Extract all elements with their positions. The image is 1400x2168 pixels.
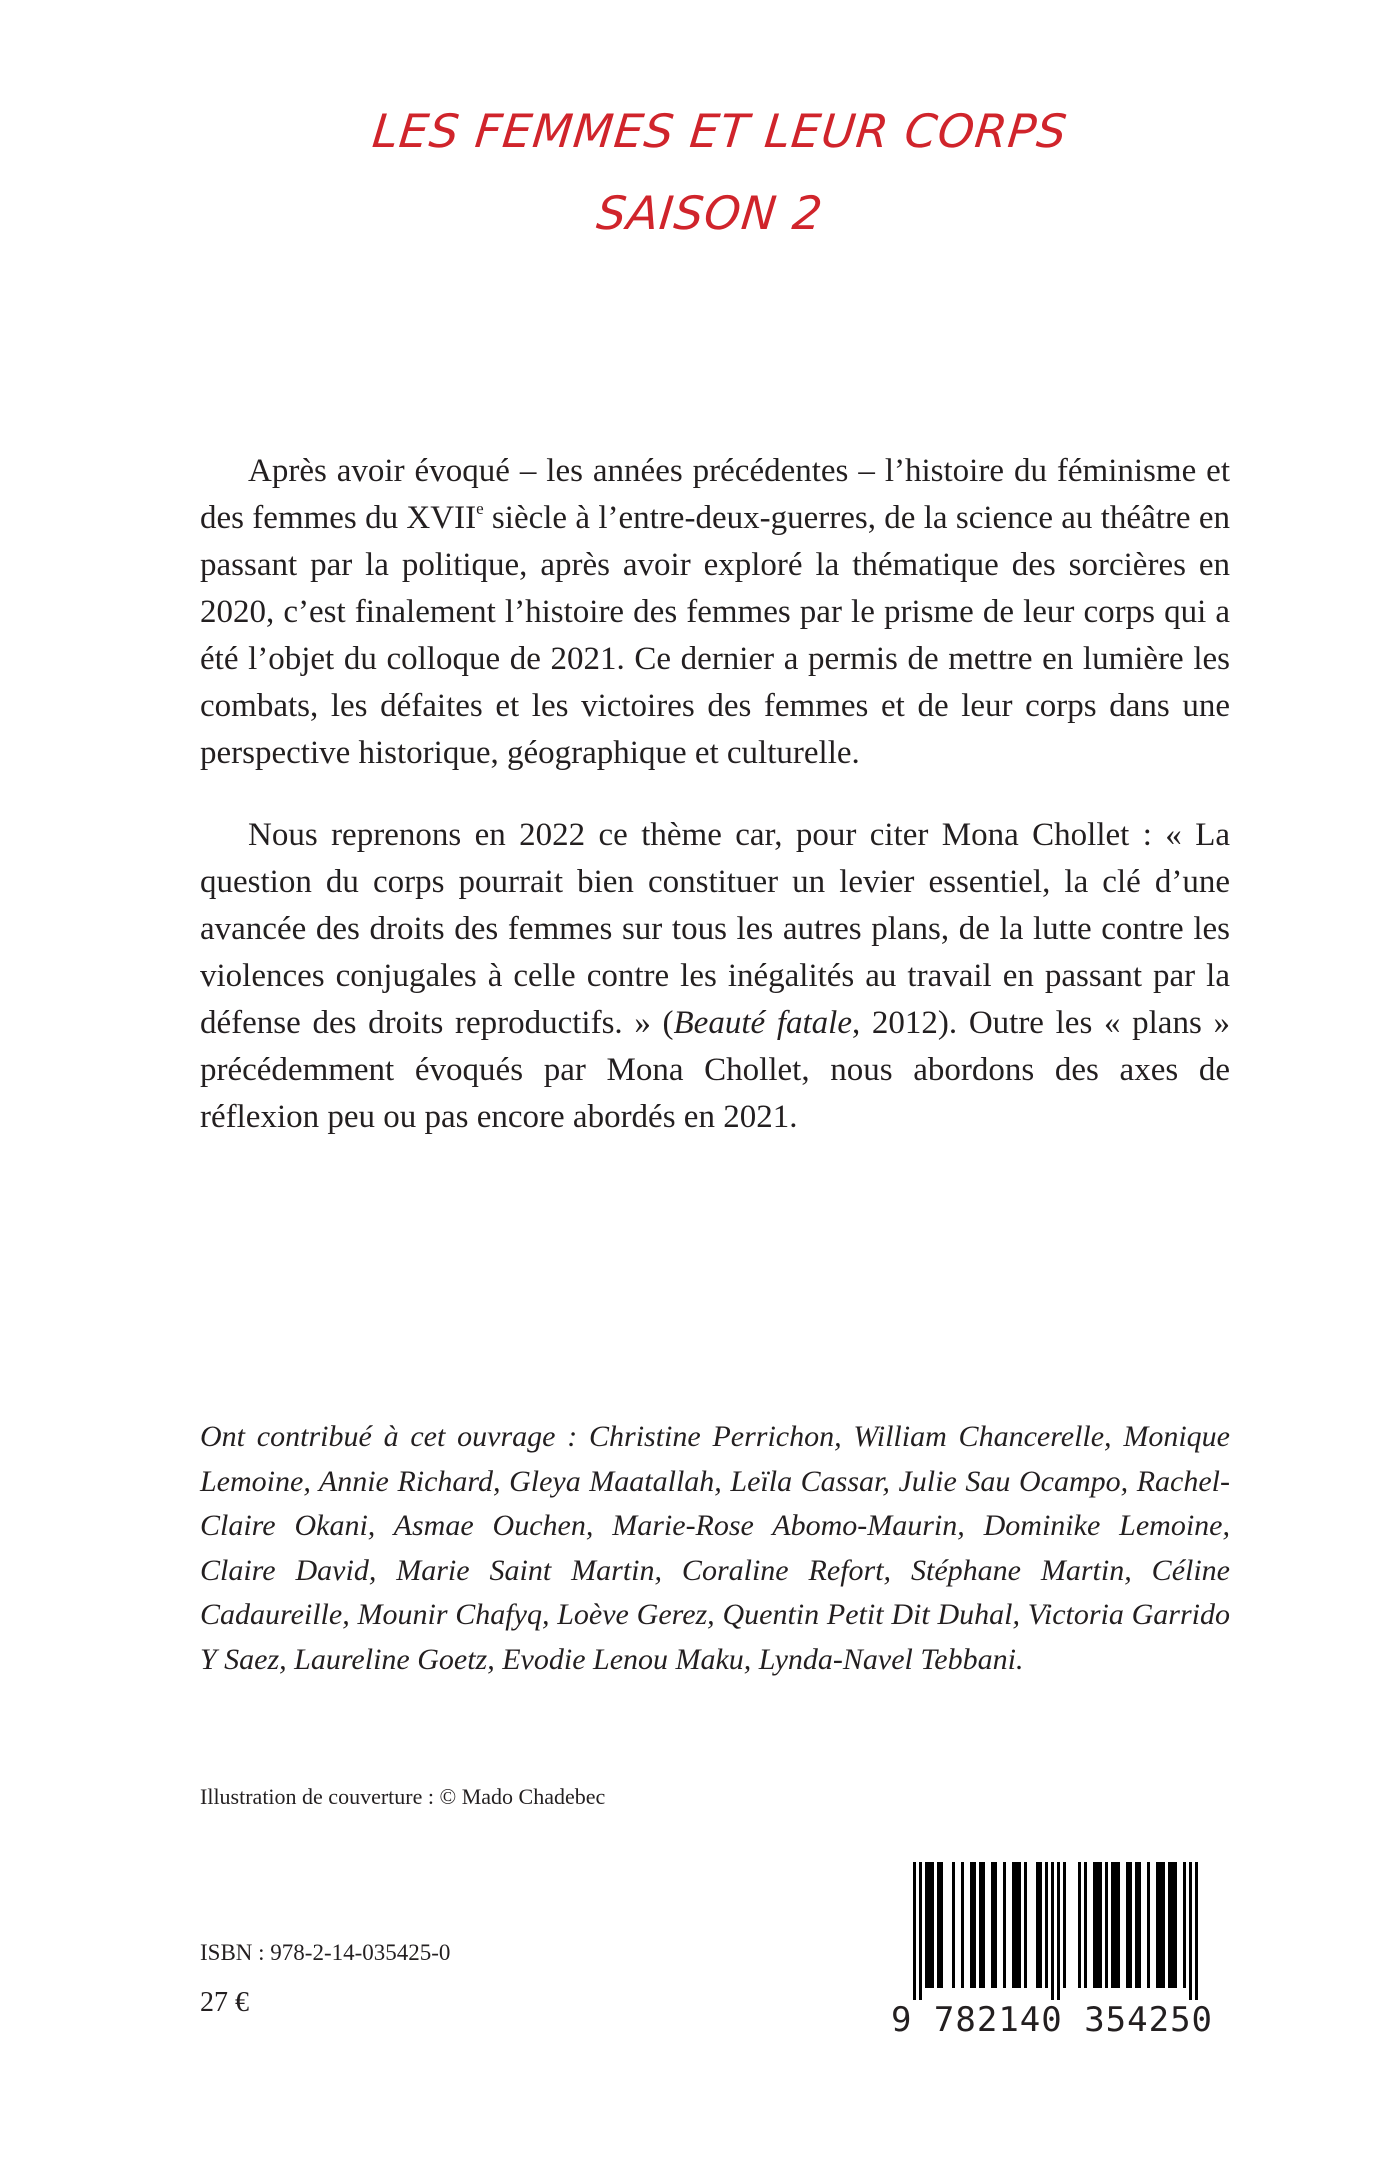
barcode-bar xyxy=(1012,1862,1015,1988)
barcode-bar xyxy=(973,1862,976,1988)
barcode-bar xyxy=(1129,1862,1132,1988)
barcode-bar xyxy=(1096,1862,1099,1988)
barcode-bar xyxy=(982,1862,985,1988)
barcode-bar xyxy=(970,1862,973,1988)
barcode-bar xyxy=(1099,1862,1102,1988)
book-title xyxy=(0,104,1400,240)
barcode-bar xyxy=(1015,1862,1018,1988)
barcode-bar xyxy=(1057,1862,1060,2000)
title-line-1: LES FEMMES ET LEUR CORPS xyxy=(370,104,1070,158)
barcode-bar xyxy=(952,1862,955,1988)
barcode-bar xyxy=(1135,1862,1138,1988)
barcode-bar xyxy=(991,1862,994,1988)
barcode-bar xyxy=(1045,1862,1048,1988)
barcode-bar xyxy=(1039,1862,1042,1988)
barcode-bar xyxy=(1078,1862,1081,1988)
barcode-bar xyxy=(961,1862,964,1988)
barcode-bar xyxy=(937,1862,940,1988)
barcode-bar xyxy=(1195,1862,1198,2000)
barcode-bars xyxy=(887,1862,1217,2000)
paragraph-1-part-1: Après avoir évoqué – les années précédentes – l’histoire du féminisme et des femmes du XVII xyxy=(200,453,1230,536)
cited-book-title: Beauté fatale xyxy=(673,1005,852,1041)
barcode-bar xyxy=(1159,1862,1162,1988)
barcode-bar xyxy=(1189,1862,1192,2000)
summary-paragraph-1 xyxy=(200,448,1230,777)
barcode-bar xyxy=(919,1862,922,2000)
barcode-bar xyxy=(1111,1862,1114,1988)
barcode-bar xyxy=(1018,1862,1021,1988)
barcode-bar xyxy=(1036,1862,1039,1988)
barcode-bar xyxy=(1156,1862,1159,1988)
barcode-bar xyxy=(1084,1862,1087,1988)
barcode-bar xyxy=(979,1862,982,1988)
title-line-2: SAISON 2 xyxy=(594,186,826,240)
barcode-bar xyxy=(925,1862,928,1988)
barcode-bar xyxy=(940,1862,943,1988)
barcode-bar xyxy=(1138,1862,1141,1988)
barcode-bar xyxy=(1105,1862,1108,1988)
illustration-credit: Illustration de couverture : © Mado Chadebec xyxy=(200,1784,606,1809)
barcode-bar xyxy=(1093,1862,1096,1988)
paragraph-2-part-2: , 2012). Outre les « plans » précédemment évoqués par Mona Chollet, nous abordons des axes de réflexion peu ou pas encore abordés en 2021. xyxy=(200,1005,1230,1135)
barcode-bar xyxy=(994,1862,997,1988)
paragraph-2-part-1: Nous reprenons en 2022 ce thème car, pour citer Mona Chollet : « La question du corps pourrait bien constituer un levier essentiel, la clé d’une avancée des droits des femmes sur tous les autres plans, de la lutte contre les violences conjugales à celle contre les inégalités au travail en passant par la défense des droits reproductifs. » ( xyxy=(200,817,1230,1041)
barcode-bar xyxy=(1024,1862,1027,1988)
century-superscript: e xyxy=(476,499,484,518)
barcode-bar xyxy=(1051,1862,1054,2000)
barcode-bar xyxy=(1114,1862,1117,1988)
price: 27 € xyxy=(200,1987,249,2018)
summary-paragraph-2 xyxy=(200,812,1230,1141)
barcode-bar xyxy=(1147,1862,1150,1988)
barcode-bar xyxy=(1168,1862,1171,1988)
paragraph-1-part-2: siècle à l’entre-deux-guerres, de la science au théâtre en passant par la politique, après avoir exploré la thématique des sorcières en 2020, c’est finalement l’histoire des femmes par le prisme de leur corps qui a été l’objet du colloque de 2021. Ce dernier a permis de mettre en lumière les combats, les défaites et les victoires des femmes et de leur corps dans une perspective historique, géographique et culturelle. xyxy=(200,500,1230,771)
isbn: ISBN : 978-2-14-035425-0 xyxy=(200,1940,451,1965)
contributors-list: Ont contribué à cet ouvrage : Christine Perrichon, William Chancerelle, Monique Lemoine, Annie Richard, Gleya Maatallah, Leïla Cassar, Julie Sau Ocampo, Rachel-Claire Okani, Asmae Ouchen, Marie-Rose Abomo-Maurin, Dominike Lemoine, Claire David, Marie Saint Martin, Coraline Refort, Stéphane Martin, Céline Cadaureille, Mounir Chafyq, Loève Gerez, Quentin Petit Dit Duhal, Victoria Garrido Y Saez, Laureline Goetz, Evodie Lenou Maku, Lynda-Navel Tebbani. xyxy=(200,1420,1230,1676)
barcode-bar xyxy=(928,1862,931,1988)
isbn-barcode xyxy=(887,1862,1217,2040)
barcode-bar xyxy=(1003,1862,1006,1988)
barcode-bar xyxy=(1174,1862,1177,1988)
barcode-bar xyxy=(1183,1862,1186,1988)
barcode-bar xyxy=(1171,1862,1174,1988)
barcode-bar xyxy=(931,1862,934,1988)
barcode-bar xyxy=(1126,1862,1129,1988)
barcode-digits: 9 782140 354250 xyxy=(890,2000,1214,2040)
barcode-bar xyxy=(1063,1862,1066,1988)
barcode-bar xyxy=(913,1862,916,2000)
barcode-bar xyxy=(1117,1862,1120,1988)
barcode-bar xyxy=(1162,1862,1165,1988)
